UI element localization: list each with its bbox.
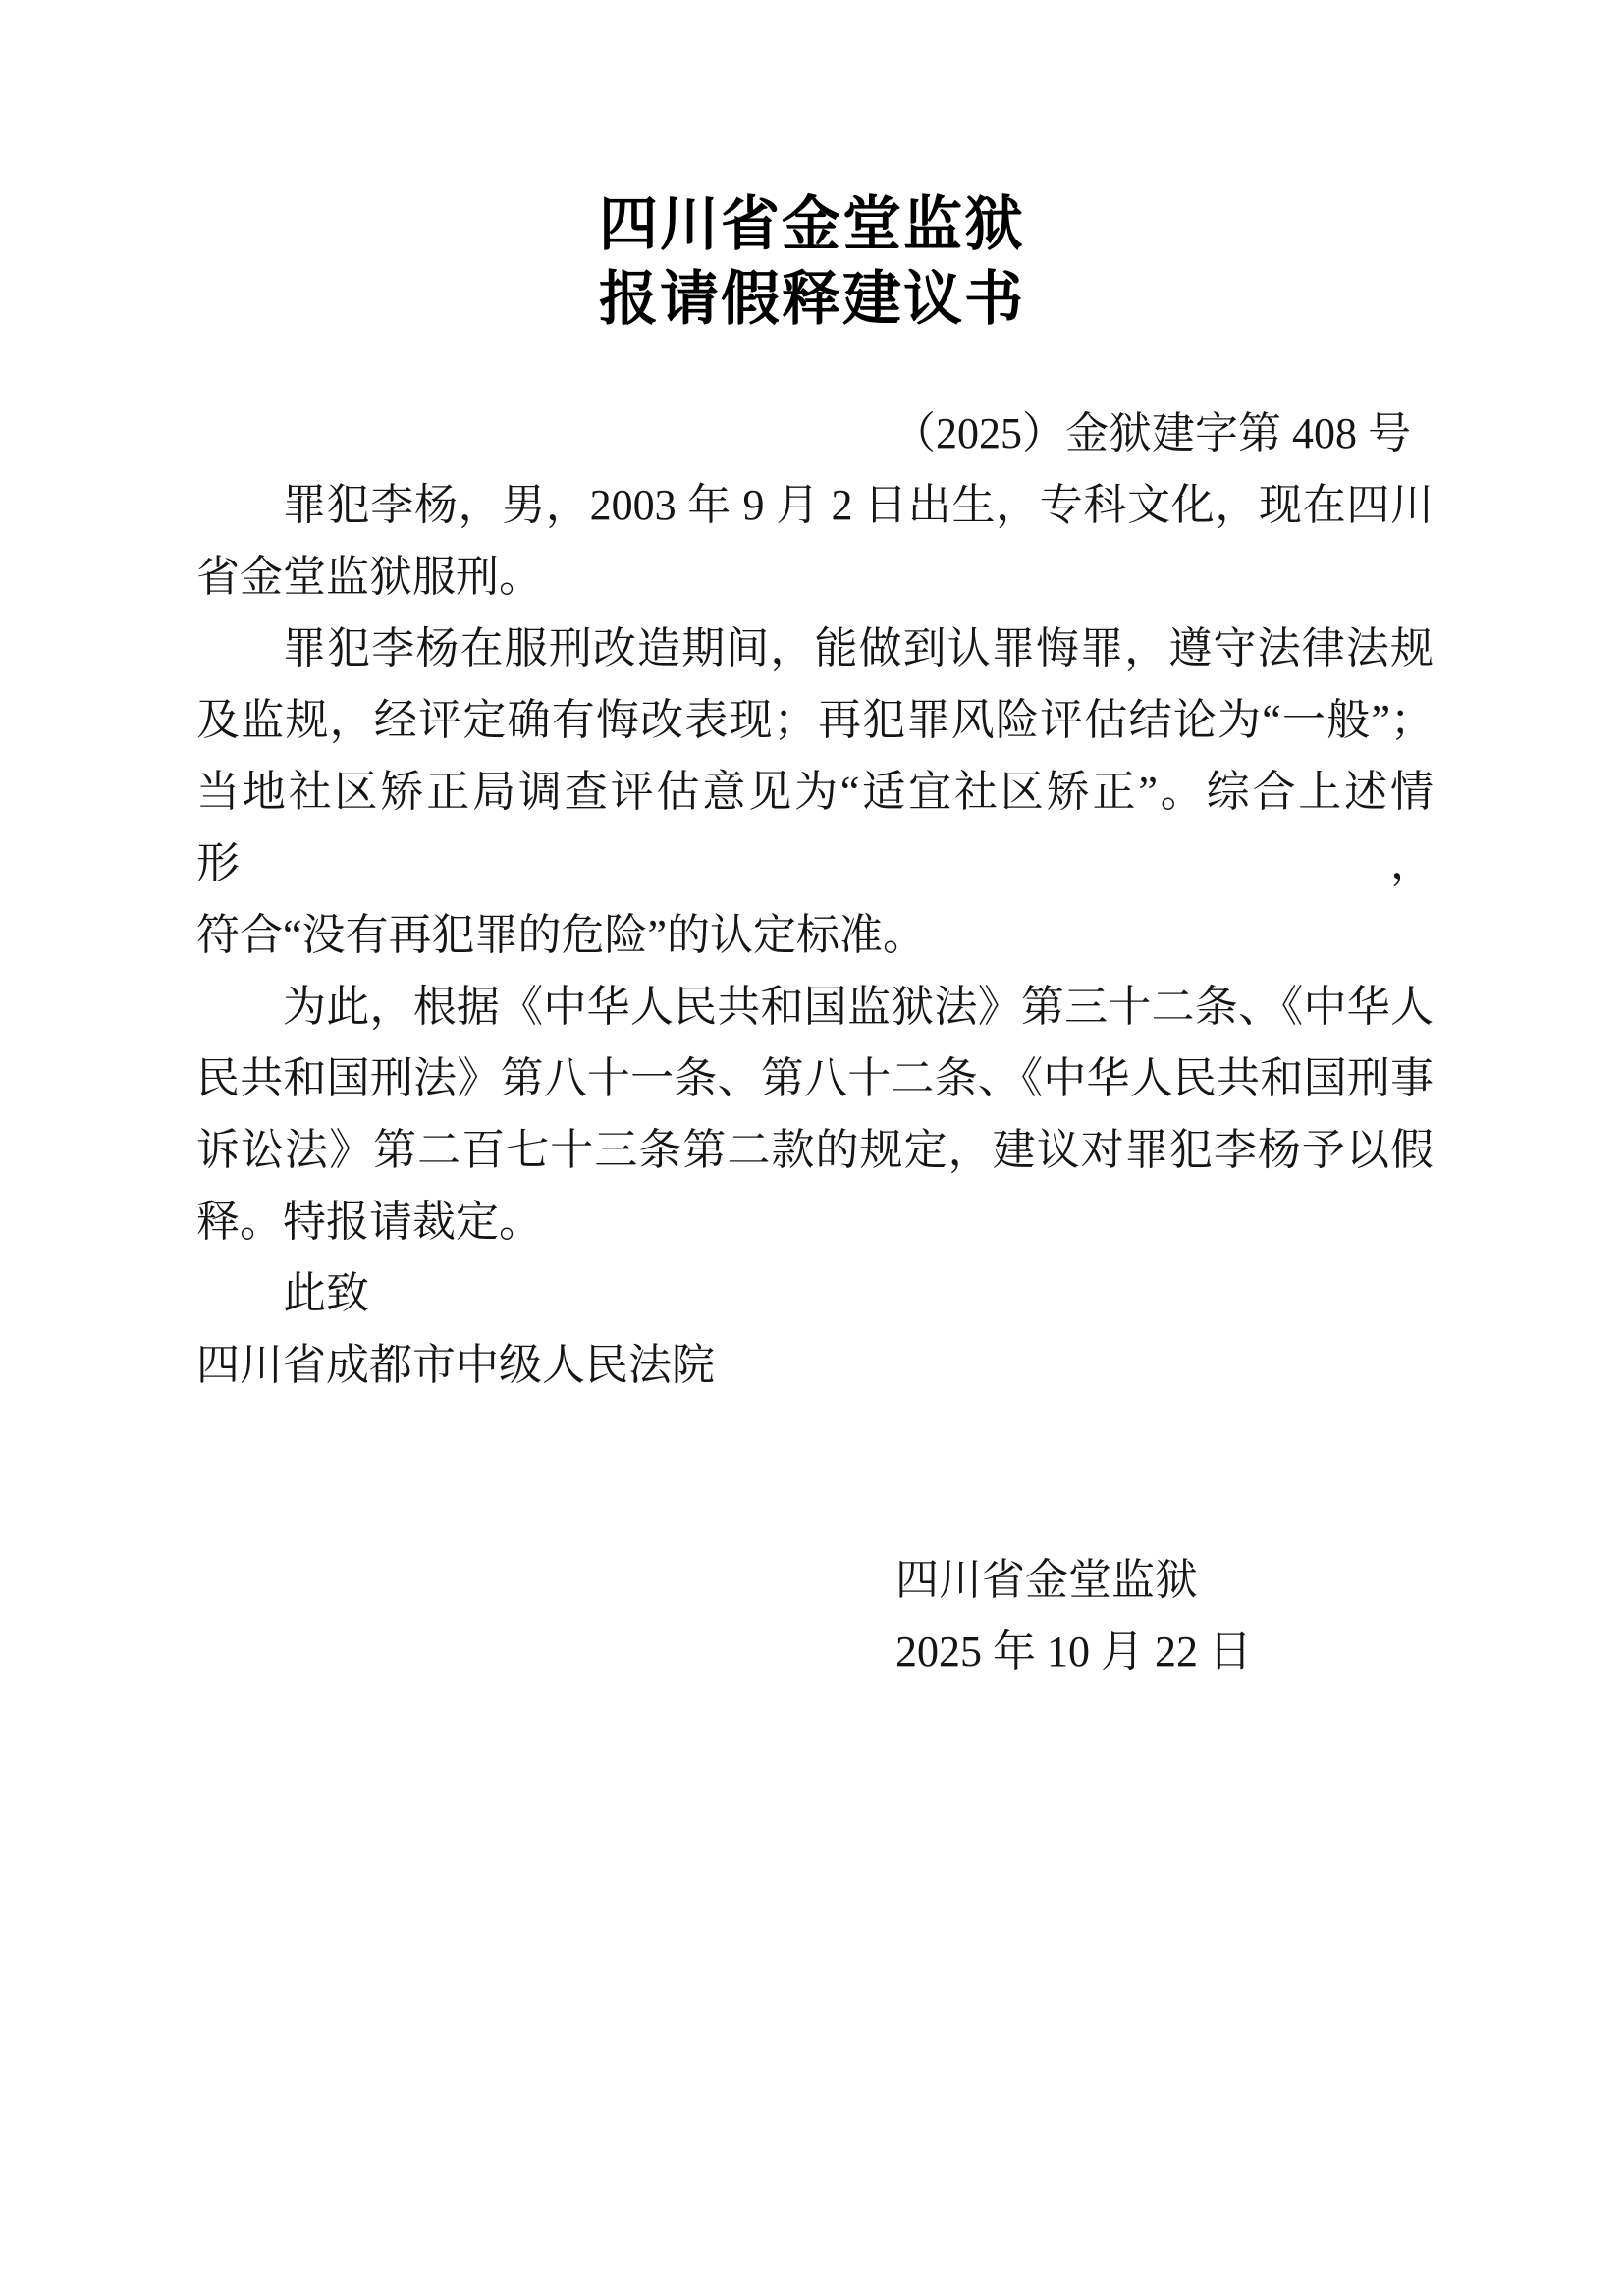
signature-org: 四川省金堂监狱 xyxy=(895,1556,1198,1604)
closing-block xyxy=(196,1257,1434,1401)
title-doctype-line: 报请假释建议书 xyxy=(599,266,1025,332)
paragraph-2 xyxy=(196,613,1434,971)
body-line: 释。特报请裁定。 xyxy=(196,1198,542,1246)
body-line: 民共和国刑法》第八十一条、第八十二条、《中华人民共和国刑事 xyxy=(196,1054,1434,1102)
paragraph-1 xyxy=(196,469,1434,613)
body-line: 符合“没有再犯罪的危险”的认定标准。 xyxy=(196,911,927,959)
title-org-line: 四川省金堂监狱 xyxy=(599,191,1025,257)
closing-recipient: 四川省成都市中级人民法院 xyxy=(196,1341,715,1389)
body-line: 罪犯李杨，男，2003 年 9 月 2 日出生，专科文化，现在四川 xyxy=(283,481,1434,529)
body-line: 省金堂监狱服刑。 xyxy=(196,553,542,601)
body-line: 诉讼法》第二百七十三条第二款的规定，建议对罪犯李杨予以假 xyxy=(196,1126,1434,1174)
body-line: 为此，根据《中华人民共和国监狱法》第三十二条、《中华人 xyxy=(283,983,1434,1031)
document-body xyxy=(196,398,1434,1687)
body-line: 当地社区矫正局调查评估意见为“适宜社区矫正”。综合上述情形， xyxy=(196,768,1434,887)
body-line: 罪犯李杨在服刑改造期间，能做到认罪悔罪，遵守法律法规 xyxy=(283,624,1434,672)
signature-date: 2025 年 10 月 22 日 xyxy=(895,1628,1252,1676)
body-line: 及监规，经评定确有悔改表现；再犯罪风险评估结论为“一般”； xyxy=(196,696,1434,744)
closing-salute: 此致 xyxy=(283,1269,369,1317)
document-title-block xyxy=(0,0,1624,337)
paragraph-3 xyxy=(196,971,1434,1257)
document-number: （2025）金狱建字第 408 号 xyxy=(893,409,1411,457)
signature-block xyxy=(895,1544,1434,1687)
